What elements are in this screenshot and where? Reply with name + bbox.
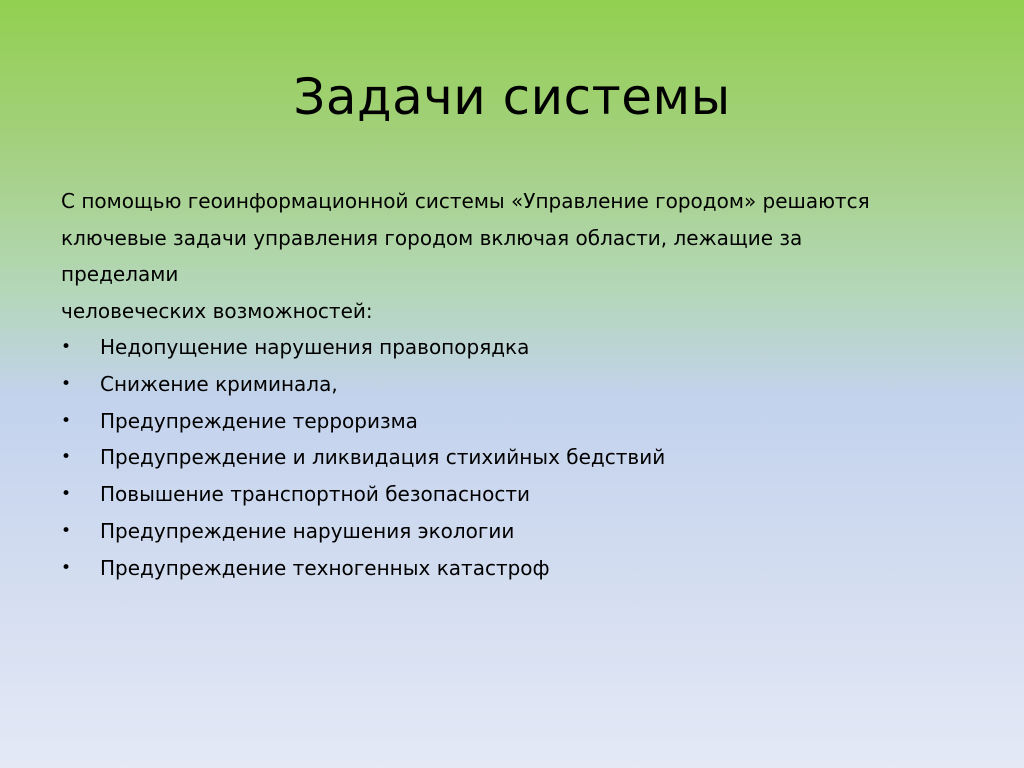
intro-line: человеческих возможностей: <box>61 298 373 323</box>
bullet-icon: • <box>61 337 72 357</box>
list-item <box>61 403 961 440</box>
task-text: Предупреждение и ликвидация стихийных бедствий <box>100 445 666 470</box>
list-item <box>61 439 961 476</box>
list-item <box>61 476 961 513</box>
bullet-icon: • <box>61 373 72 394</box>
task-text: Предупреждение терроризма <box>100 408 418 433</box>
slide-body <box>61 183 961 587</box>
slide-title: Задачи системы <box>293 68 731 126</box>
list-item <box>61 329 961 366</box>
bullet-icon: • <box>61 447 72 468</box>
task-text: Повышение транспортной безопасности <box>100 482 530 507</box>
list-item <box>61 550 961 587</box>
list-item <box>61 366 961 403</box>
intro-line: С помощью геоинформационной системы «Управление городом» решаются <box>61 189 870 213</box>
list-item <box>61 513 961 550</box>
task-text: Предупреждение нарушения экологии <box>100 518 515 543</box>
task-text: Предупреждение техногенных катастроф <box>100 555 550 580</box>
bullet-icon: • <box>61 484 72 505</box>
bullet-icon: • <box>61 557 72 578</box>
intro-line: ключевые задачи управления городом включая области, лежащие за пределами <box>61 225 803 286</box>
task-text: Недопущение нарушения правопорядка <box>100 335 530 359</box>
intro-paragraph <box>61 183 921 329</box>
task-text: Снижение криминала, <box>100 371 338 396</box>
bullet-icon: • <box>61 410 72 431</box>
bullet-icon: • <box>61 520 72 541</box>
task-list <box>61 329 961 587</box>
